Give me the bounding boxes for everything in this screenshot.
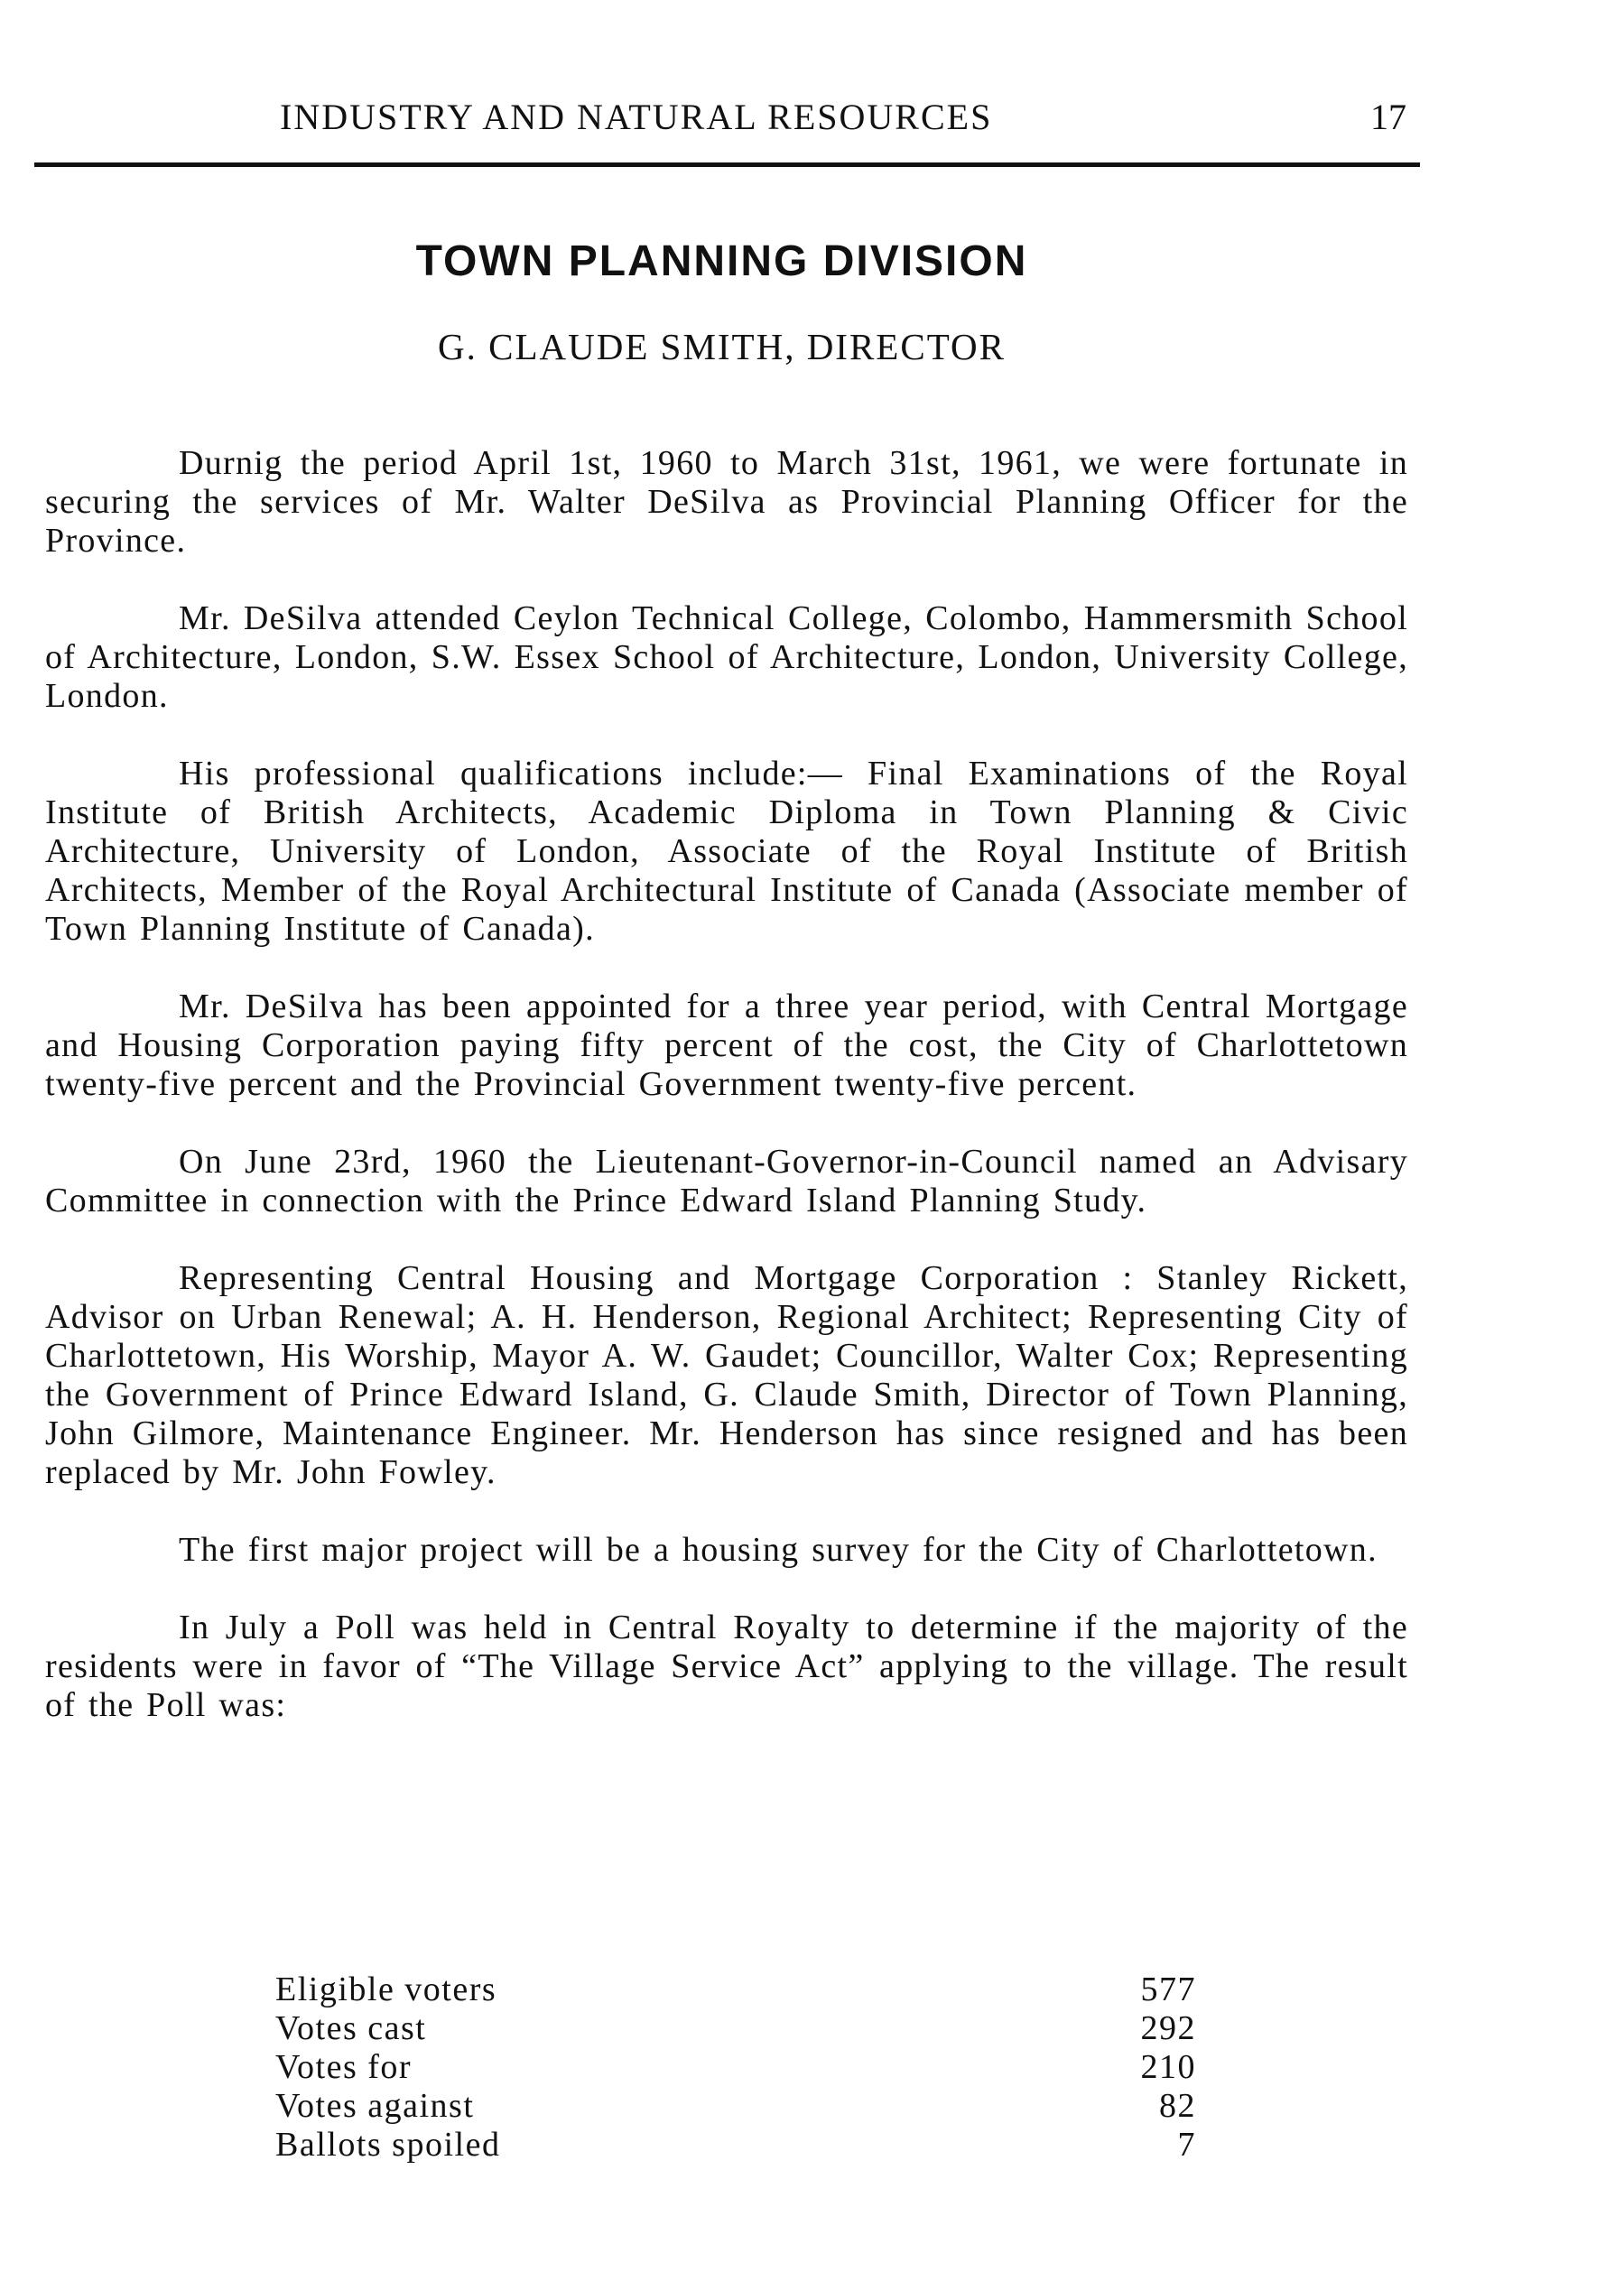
header-rule xyxy=(34,162,1420,167)
section-title: TOWN PLANNING DIVISION xyxy=(415,237,1028,285)
paragraph: His professional qualifications include:— Final Examinations of the Royal Institute of British Architects, Academic Diploma in Town Planning & Civic Architecture, University of London, Associate of the Royal Institute of British Architects, Member of the Royal Architectural Institute of Canada (Associate member of Town Planning Institute of Canada). xyxy=(45,755,1408,948)
paragraph: Representing Central Housing and Mortgage Corporation : Stanley Rickett, Advisor on Urban Renewal; A. H. Henderson, Regional Architect; Representing City of Charlottetown, His Worship, Mayor A. W. Gaudet; Councillor, Walter Cox; Representing the Government of Prince Edward Island, G. Claude Smith, Director of Town Planning, John Gilmore, Maintenance Engineer. Mr. Henderson has since resigned and has been replaced by Mr. John Fowley. xyxy=(45,1259,1408,1491)
poll-label: Votes cast xyxy=(275,2009,427,2047)
poll-label: Eligible voters xyxy=(275,1970,497,2008)
table-row xyxy=(275,2126,1196,2165)
poll-value: 210 xyxy=(1140,2048,1196,2086)
poll-value: 82 xyxy=(1159,2087,1196,2125)
poll-value: 7 xyxy=(1177,2126,1196,2164)
table-row xyxy=(275,2009,1196,2048)
paragraph: Mr. DeSilva has been appointed for a three year period, with Central Mortgage and Housing Corporation paying fifty percent of the cost, the City of Charlottetown twenty-five percent and the Provincial Government twenty-five percent. xyxy=(45,988,1408,1103)
table-row xyxy=(275,2087,1196,2126)
table-row xyxy=(275,2048,1196,2087)
poll-value: 577 xyxy=(1140,1970,1196,2008)
poll-label: Ballots spoiled xyxy=(275,2126,501,2164)
paragraph: In July a Poll was held in Central Royalty to determine if the majority of the residents were in favor of “The Village Service Act” applying to the village. The result of the Poll was: xyxy=(45,1609,1408,1724)
table-row xyxy=(275,1970,1196,2009)
running-title: INDUSTRY AND NATURAL RESOURCES xyxy=(280,97,993,137)
poll-label: Votes for xyxy=(275,2048,413,2086)
body-text xyxy=(45,444,1408,1764)
director-line: G. CLAUDE SMITH, DIRECTOR xyxy=(438,326,1006,367)
page-number: 17 xyxy=(1370,97,1406,137)
running-header xyxy=(34,90,1415,144)
paragraph: The first major project will be a housing survey for the City of Charlottetown. xyxy=(179,1531,1378,1569)
poll-label: Votes against xyxy=(275,2087,475,2125)
paragraph: Durnig the period April 1st, 1960 to March 31st, 1961, we were fortunate in securing the services of Mr. Walter DeSilva as Provincial Planning Officer for the Province. xyxy=(45,444,1408,560)
paragraph: Mr. DeSilva attended Ceylon Technical College, Colombo, Hammersmith School of Architecture, London, S.W. Essex School of Architecture, London, University College, London. xyxy=(45,599,1408,715)
poll-value: 292 xyxy=(1140,2009,1196,2047)
poll-results-table xyxy=(275,1970,1196,2165)
paragraph: On June 23rd, 1960 the Lieutenant-Governor-in-Council named an Advisary Committee in connection with the Prince Edward Island Planning Study. xyxy=(45,1143,1408,1219)
